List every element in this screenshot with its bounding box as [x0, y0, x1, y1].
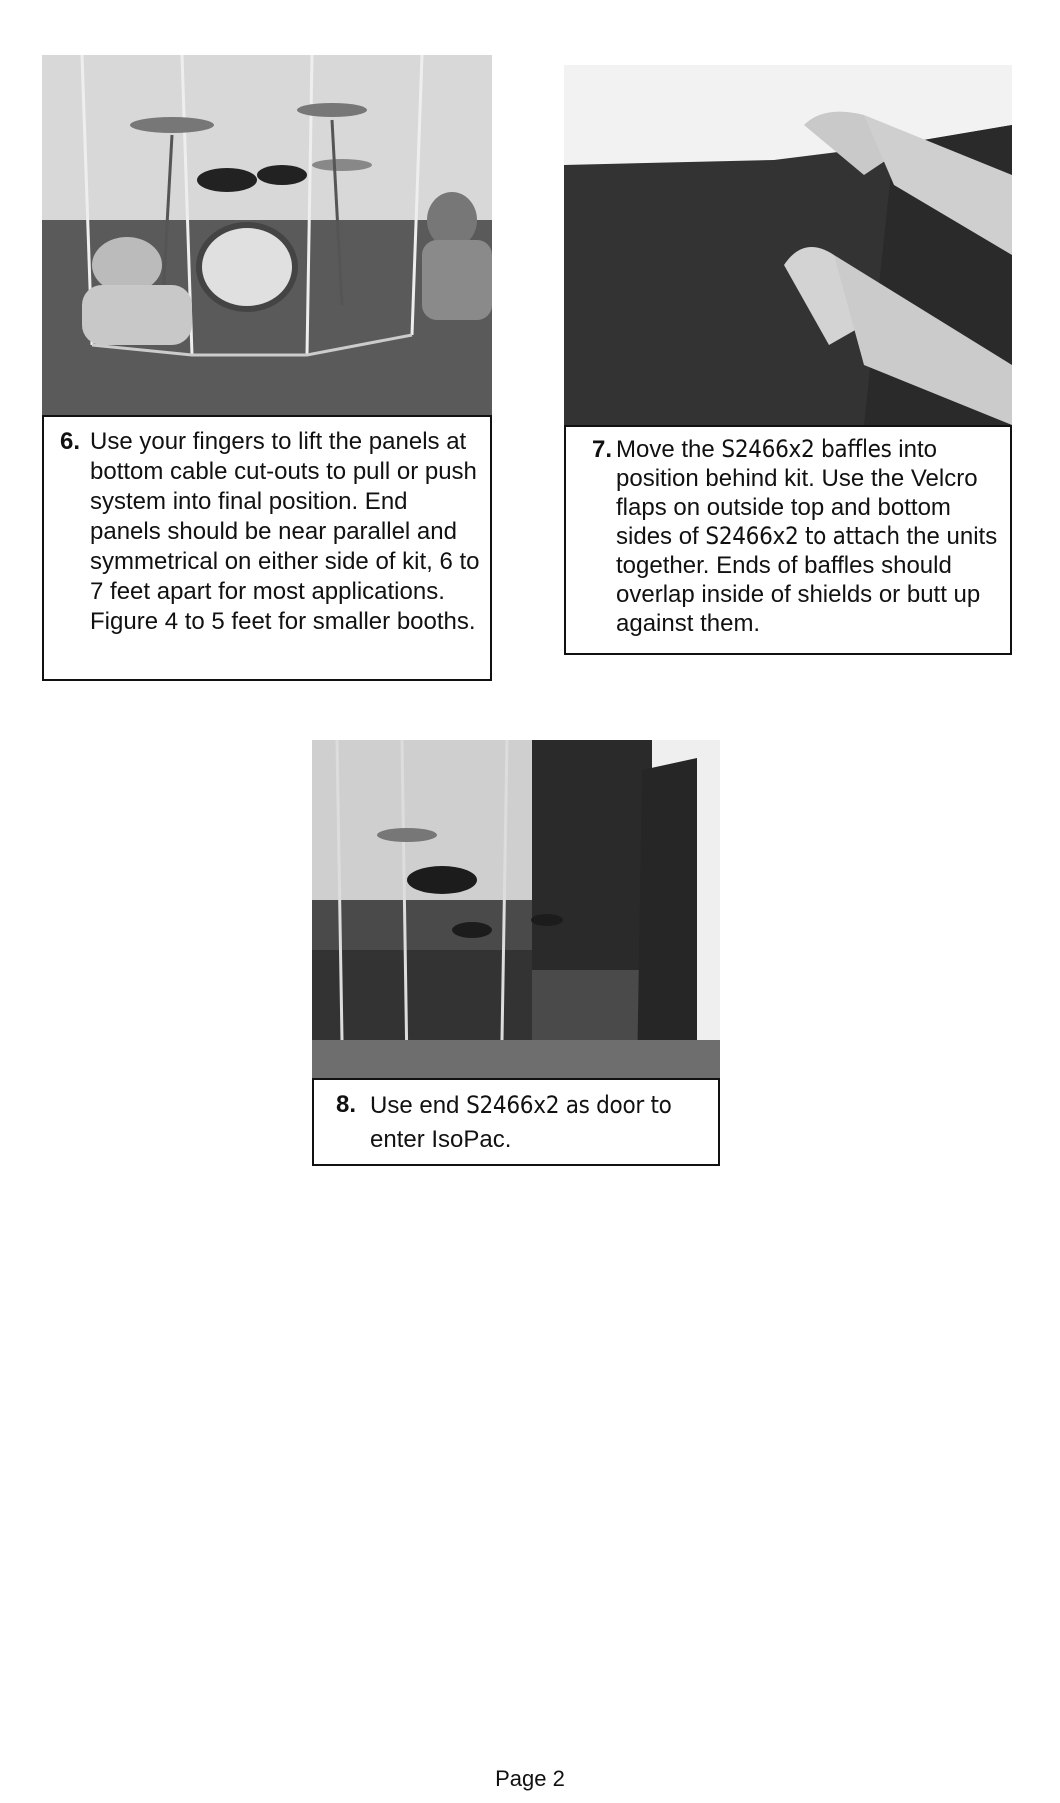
- step-number: 6.: [60, 428, 81, 455]
- model-name: S2466x2 as door to: [466, 1091, 672, 1119]
- model-name: S2466x2 to attach: [705, 522, 900, 550]
- step-7: [592, 435, 1002, 638]
- step-text: enter IsoPac.: [370, 1126, 512, 1153]
- photo-step-8: [312, 740, 720, 1078]
- step-number: 7.: [592, 436, 613, 463]
- step-text: into position behind kit. Use the Velcro flaps on outside top and bottom sides of: [616, 436, 978, 550]
- step-8: [336, 1088, 706, 1157]
- step-text: Use your fingers to lift the panels at bottom cable cut-outs to pull or push system into final position. End panels should be near parallel and symmetrical on either side of kit, 6 to 7 feet apart for most applications. Figure 4 to 5 feet for smaller booths.: [90, 428, 480, 635]
- photo-step-6: [42, 55, 492, 415]
- step-6: [60, 427, 480, 637]
- step-text: the units together. Ends of baffles should overlap inside of shields or butt up against them.: [616, 523, 998, 637]
- model-name: S2466x2 baffles: [721, 435, 892, 463]
- step-text: Move the: [616, 436, 722, 463]
- step-number: 8.: [336, 1091, 357, 1118]
- photo-step-7: [564, 65, 1012, 425]
- page-number: Page 2: [495, 1766, 565, 1791]
- step-text: Use end: [370, 1092, 467, 1119]
